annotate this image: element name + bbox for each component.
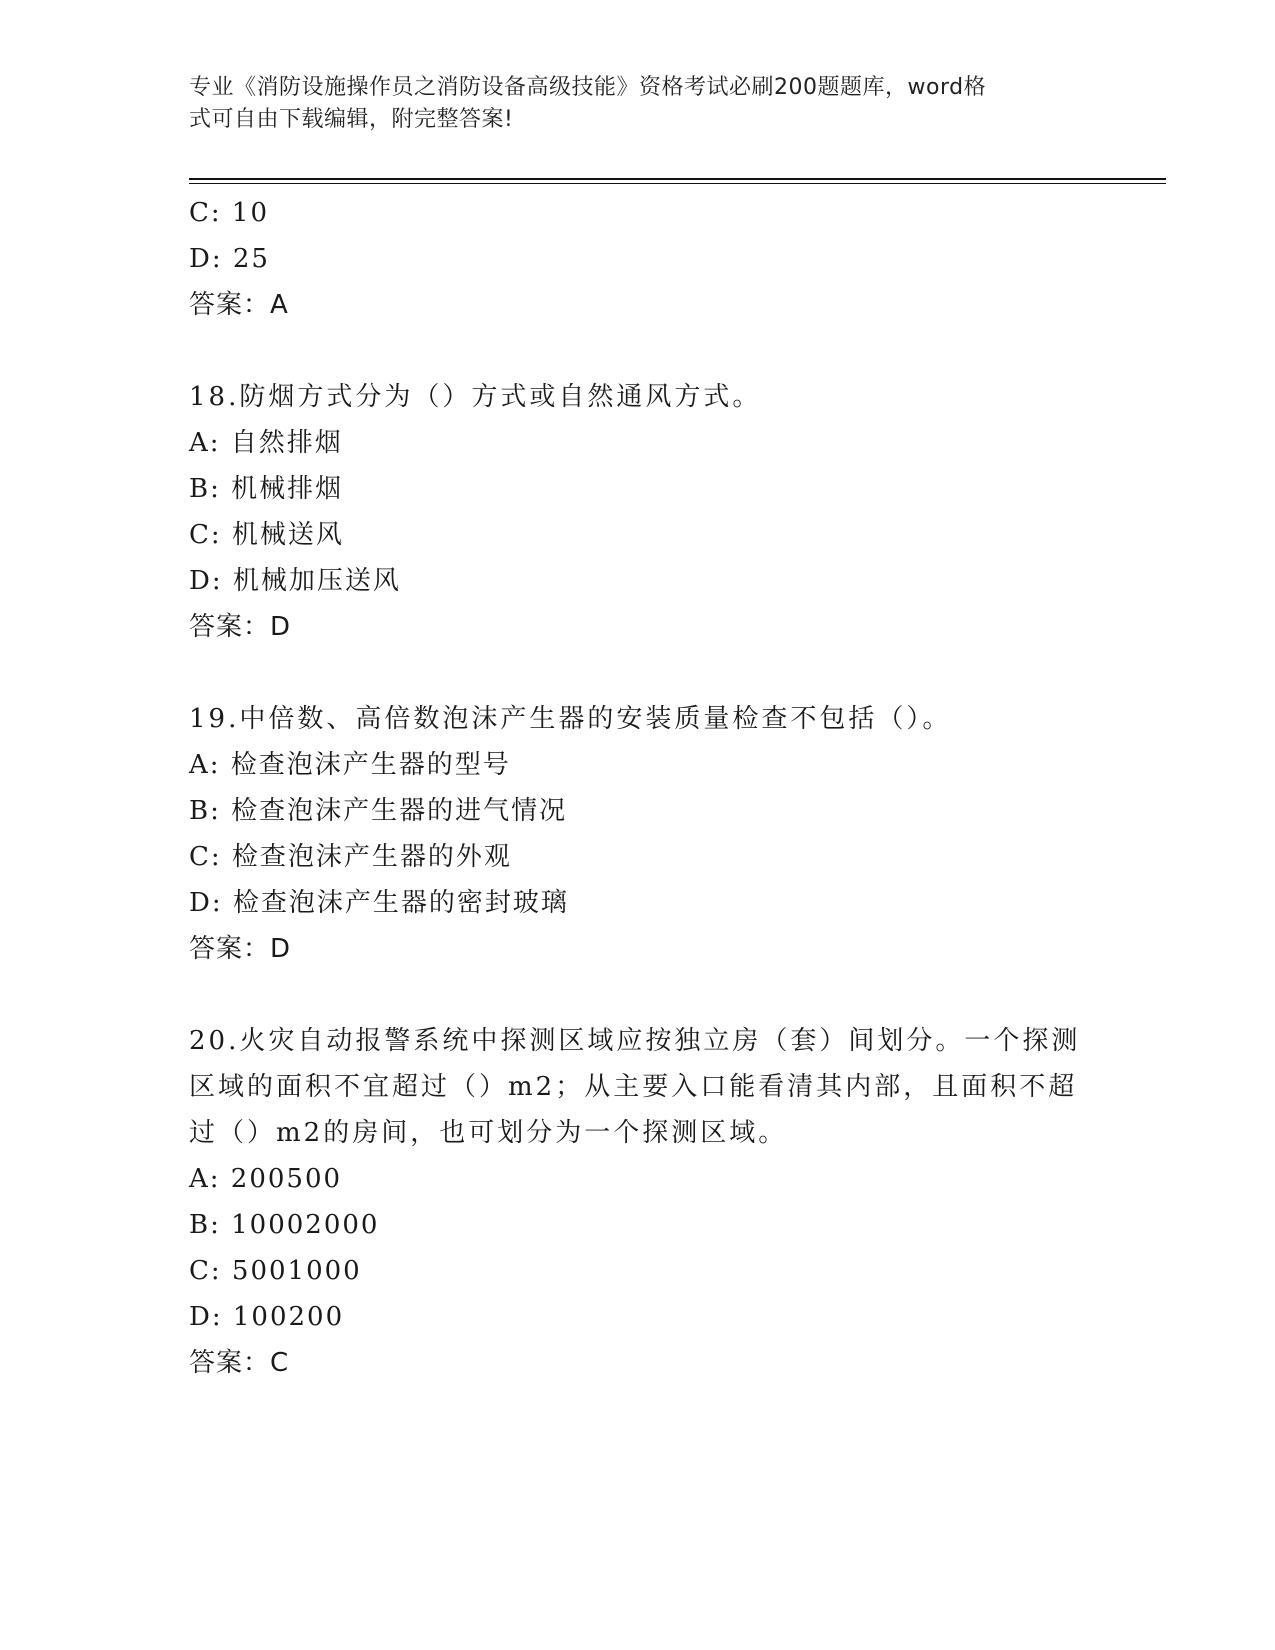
option-c: C: 机械送风 (189, 520, 344, 550)
option-b: B: 10002000 (189, 1210, 380, 1240)
question-content (189, 190, 1089, 1386)
header-line-2: 式可自由下载编辑，附完整答案! (189, 107, 514, 132)
spacer (189, 972, 1089, 1018)
answer-line: 答案：D (189, 612, 292, 642)
document-header (189, 72, 1089, 136)
question-text: 18.防烟方式分为（）方式或自然通风方式。 (189, 382, 762, 412)
question-18 (189, 374, 1089, 650)
answer-line: 答案：A (189, 290, 289, 320)
question-text-line-3: 过（）m2的房间，也可划分为一个探测区域。 (189, 1118, 788, 1148)
spacer (189, 328, 1089, 374)
option-a: A: 200500 (189, 1164, 343, 1194)
option-c: C: 检查泡沫产生器的外观 (189, 842, 512, 872)
answer-line: 答案：C (189, 1348, 290, 1378)
option-c: C: 10 (189, 198, 270, 228)
header-line-1: 专业《消防设施操作员之消防设备高级技能》资格考试必刷200题题库，word格 (189, 75, 987, 100)
option-d: D: 25 (189, 244, 270, 274)
header-divider-thick (189, 178, 1166, 180)
question-19 (189, 696, 1089, 972)
header-divider-thin (189, 183, 1166, 184)
question-text-line-2: 区域的面积不宜超过（）m2；从主要入口能看清其内部，且面积不超 (189, 1072, 1078, 1102)
option-d: D: 机械加压送风 (189, 566, 401, 596)
option-b: B: 机械排烟 (189, 474, 344, 504)
option-d: D: 检查泡沫产生器的密封玻璃 (189, 888, 569, 918)
option-c: C: 5001000 (189, 1256, 362, 1286)
question-20 (189, 1018, 1089, 1386)
option-a: A: 自然排烟 (189, 428, 343, 458)
answer-line: 答案：D (189, 934, 292, 964)
previous-question-tail (189, 190, 1089, 328)
option-b: B: 检查泡沫产生器的进气情况 (189, 796, 568, 826)
option-a: A: 检查泡沫产生器的型号 (189, 750, 511, 780)
question-text: 19.中倍数、高倍数泡沫产生器的安装质量检查不包括（）。 (189, 704, 952, 734)
question-text-line-1: 20.火灾自动报警系统中探测区域应按独立房（套）间划分。一个探测 (189, 1026, 1081, 1056)
option-d: D: 100200 (189, 1302, 345, 1332)
spacer (189, 650, 1089, 696)
